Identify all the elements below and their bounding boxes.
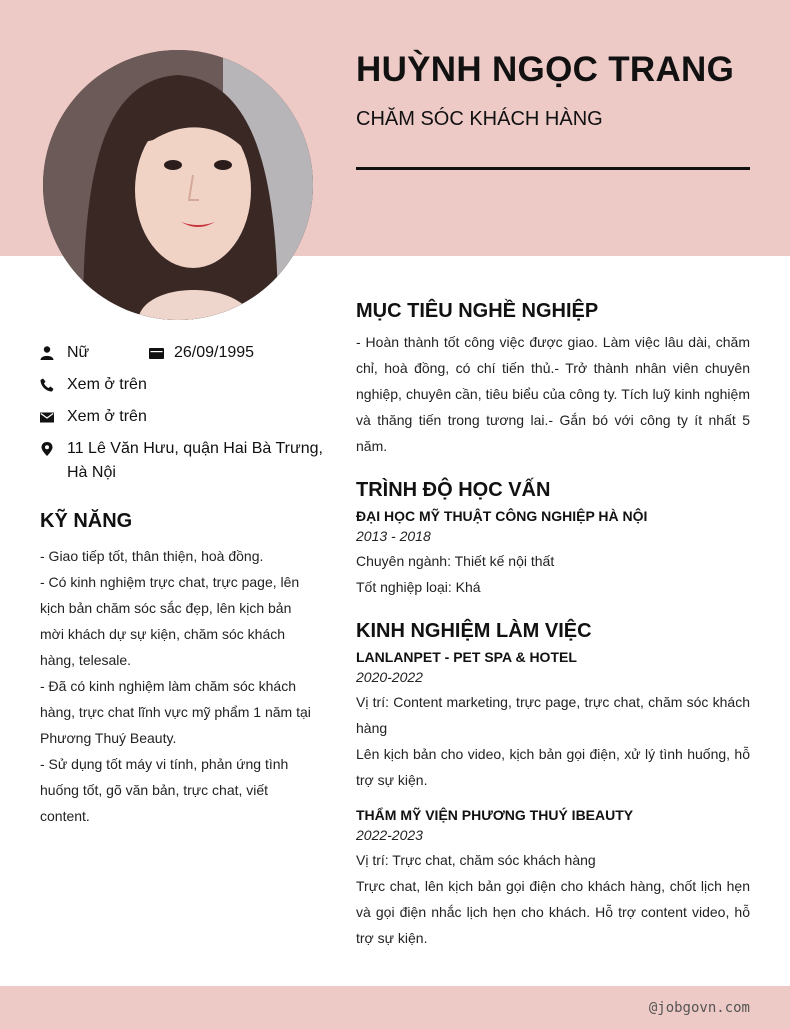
skill-item: - Giao tiếp tốt, thân thiện, hoà đồng.: [40, 548, 264, 564]
location-pin-icon: [40, 437, 67, 461]
job-entry: [356, 807, 750, 951]
gender-value: Nữ: [67, 344, 90, 361]
title-divider: [356, 167, 750, 170]
email-row: [40, 405, 325, 429]
person-icon: [40, 341, 67, 365]
calendar-icon: [149, 341, 174, 365]
objective-text: - Hoàn thành tốt công việc được giao. Làm việc lâu dài, chăm chỉ, hoà đồng, có chí tiến thủ.- Trở thành nhân viên chuyên nghiệp, chuyên cần, tiêu biểu của công ty. Tích luỹ kinh nghiệm và thăng tiến trong tương lai.- Gắn bó với công ty ít nhất 5 năm.: [356, 334, 750, 454]
skills-list: [40, 543, 315, 829]
company-name: LANLANPET - PET SPA & HOTEL: [356, 649, 577, 665]
main-column: [356, 300, 750, 951]
experience-heading: KINH NGHIỆM LÀM VIỆC: [356, 620, 592, 642]
candidate-name: HUỲNH NGỌC TRANG: [356, 50, 735, 89]
education-heading: TRÌNH ĐỘ HỌC VẤN: [356, 479, 551, 501]
job-position: Vị trí: Content marketing, trực page, trực chat, chăm sóc khách hàng: [356, 694, 750, 736]
objective-heading: MỤC TIÊU NGHỀ NGHIỆP: [356, 300, 599, 322]
address-row: [40, 437, 325, 485]
education-major: Chuyên ngành: Thiết kế nội thất: [356, 553, 555, 569]
job-period: 2020-2022: [356, 669, 423, 685]
contact-info: [40, 341, 325, 493]
gender-birthday-row: [40, 341, 325, 365]
mail-icon: [40, 405, 67, 429]
job-period: 2022-2023: [356, 827, 423, 843]
education-period: 2013 - 2018: [356, 528, 431, 544]
watermark: @jobgovn.com: [648, 1000, 750, 1016]
school-name: ĐẠI HỌC MỸ THUẬT CÔNG NGHIỆP HÀ NỘI: [356, 508, 648, 524]
address-value: 11 Lê Văn Hưu, quận Hai Bà Trưng, Hà Nội: [67, 440, 323, 481]
phone-row: [40, 373, 325, 397]
skill-item: - Sử dụng tốt máy vi tính, phản ứng tình huống tốt, gõ văn bản, trực chat, viết content.: [40, 756, 289, 824]
footer-band: [0, 986, 790, 1029]
skills-heading: KỸ NĂNG: [40, 510, 133, 532]
profile-photo: [43, 50, 313, 320]
phone-icon: [40, 373, 67, 397]
education-grade: Tốt nghiệp loại: Khá: [356, 579, 481, 595]
company-name: THẨM MỸ VIỆN PHƯƠNG THUÝ IBEAUTY: [356, 807, 634, 823]
job-description: Lên kịch bản cho video, kịch bản gọi điện, xử lý tình huống, hỗ trợ sự kiện.: [356, 746, 750, 788]
skill-item: - Đã có kinh nghiệm làm chăm sóc khách hàng, trực chat lĩnh vực mỹ phẩm 1 năm tại Phương Thuý Beauty.: [40, 678, 311, 746]
job-entry: [356, 649, 750, 793]
job-description: Trực chat, lên kịch bản gọi điện cho khách hàng, chốt lịch hẹn và gọi điện nhắc lịch hẹn cho khách. Hỗ trợ content video, hỗ trợ sự kiện.: [356, 878, 750, 946]
skill-item: - Có kinh nghiệm trực chat, trực page, lên kịch bản chăm sóc sắc đẹp, lên kịch bản mời khách dự sự kiện, chăm sóc khách hàng, telesale.: [40, 574, 300, 668]
phone-value: Xem ở trên: [67, 376, 147, 393]
job-position: Vị trí: Trực chat, chăm sóc khách hàng: [356, 852, 596, 868]
job-title: CHĂM SÓC KHÁCH HÀNG: [356, 108, 603, 130]
birthday-value: 26/09/1995: [174, 344, 255, 361]
email-value: Xem ở trên: [67, 408, 147, 425]
